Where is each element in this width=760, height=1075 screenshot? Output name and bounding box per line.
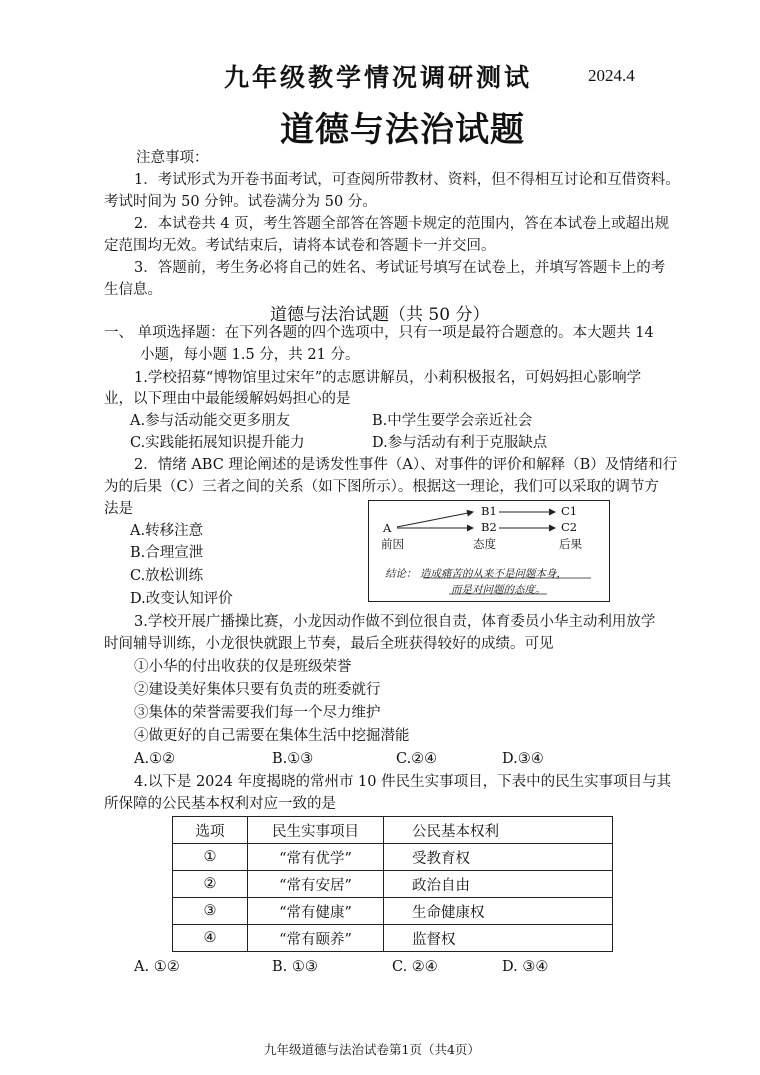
table-row <box>173 925 613 952</box>
q2-option-b: B.合理宣泄 <box>130 545 204 561</box>
q2-option-a: A.转移注意 <box>130 523 204 539</box>
q4-option-d: D. ③④ <box>502 959 549 975</box>
q3-stem-cont: 时间辅导训练，小龙很快就跟上节奏，最后全班获得较好的成绩。可见 <box>104 636 554 652</box>
table-cell: 政治自由 <box>384 871 613 898</box>
q3-stem: 3.学校开展广播操比赛，小龙因动作做不到位很自责，体育委员小华主动利用放学 <box>134 614 656 630</box>
q1-option-c: C.实践能拓展知识提升能力 <box>130 435 305 451</box>
exam-title: 九年级教学情况调研测试 <box>224 63 533 92</box>
q1-option-d: D.参与活动有利于克服缺点 <box>372 435 548 451</box>
livelihood-rights-table <box>172 816 613 952</box>
q3-option-b: B.①③ <box>272 751 314 767</box>
header-option: 选项 <box>173 817 248 844</box>
table-cell: “常有健康” <box>248 898 384 925</box>
table-cell: “常有颐养” <box>248 925 384 952</box>
q4-stem: 4.以下是 2024 年度揭晓的常州市 10 件民生实事项目，下表中的民生实事项目与其 <box>134 774 672 790</box>
q3-option-c: C.②④ <box>396 751 438 767</box>
table-cell: 生命健康权 <box>384 898 613 925</box>
exam-date: 2024.4 <box>588 66 635 85</box>
q3-statement-4: ④做更好的自己需要在集体生活中挖掘潜能 <box>134 728 410 744</box>
q1-option-b: B.中学生要学会亲近社会 <box>372 413 533 429</box>
node-b2: B2 <box>481 520 497 534</box>
q3-statement-3: ③集体的荣誉需要我们每一个尽力维护 <box>134 705 381 721</box>
table-row <box>173 871 613 898</box>
q2-stem-cont2: 法是 <box>104 501 133 517</box>
q2-stem: 2．情绪 ABC 理论阐述的是诱发性事件（A）、对事件的评价和解释（B）及情绪和行 <box>134 457 678 473</box>
q4-stem-cont: 所保障的公民基本权利对应一致的是 <box>104 796 336 812</box>
part1-instruction: 一、 单项选择题：在下列各题的四个选项中，只有一项是最符合题意的。本大题共 14 <box>104 325 654 341</box>
diagram-conclusion-cont: 而是对问题的态度。 <box>451 584 546 596</box>
q4-option-c: C. ②④ <box>392 959 438 975</box>
node-a: A <box>383 521 392 535</box>
q4-option-b: B. ①③ <box>272 959 318 975</box>
table-cell: ③ <box>173 898 248 925</box>
notice-item-2-cont: 定范围均无效。考试结束后，请将本试卷和答题卡一并交回。 <box>104 238 496 254</box>
label-attitude: 态度 <box>473 537 496 551</box>
notice-heading: 注意事项： <box>136 150 209 166</box>
arrow-a-b1 <box>397 512 473 527</box>
label-cause: 前因 <box>381 537 404 551</box>
q3-statement-2: ②建设美好集体只要有负责的班委就行 <box>134 682 381 698</box>
q1-option-a: A.参与活动能交更多朋友 <box>130 413 291 429</box>
table-cell: ② <box>173 871 248 898</box>
part1-instruction-cont: 小题，每小题 1.5 分，共 21 分。 <box>140 347 360 363</box>
header-project: 民生实事项目 <box>248 817 384 844</box>
q3-option-d: D.③④ <box>502 751 544 767</box>
table-cell: 受教育权 <box>384 844 613 871</box>
notice-item-1-cont: 考试时间为 50 分钟。试卷满分为 50 分。 <box>104 194 377 210</box>
section-title: 道德与法治试题（共 50 分） <box>270 305 490 325</box>
table-cell: “常有优学” <box>248 844 384 871</box>
diagram-conclusion: 结论： 造成痛苦的从来不是问题本身， <box>385 568 567 580</box>
table-cell: ④ <box>173 925 248 952</box>
table-cell: ① <box>173 844 248 871</box>
page-footer: 九年级道德与法治试卷第1页（共4页） <box>264 1042 480 1057</box>
table-header-row <box>173 817 613 844</box>
node-c2: C2 <box>561 520 578 534</box>
header-right: 公民基本权利 <box>384 817 613 844</box>
q1-stem: 1.学校招募“博物馆里过宋年”的志愿讲解员，小莉积极报名，可妈妈担心影响学 <box>134 370 642 386</box>
q2-stem-cont: 为的后果（C）三者之间的关系（如下图所示）。根据这一理论，我们可以采取的调节方 <box>104 479 659 495</box>
q2-option-c: C.放松训练 <box>130 568 204 584</box>
subject-title: 道德与法治试题 <box>280 110 525 150</box>
notice-item-2: 2．本试卷共 4 页，考生答题全部答在答题卡规定的范围内，答在本试卷上或超出规 <box>134 216 670 232</box>
table-row <box>173 844 613 871</box>
q4-option-a: A. ①② <box>134 959 180 975</box>
q3-statement-1: ①小华的付出收获的仅是班级荣誉 <box>134 659 352 675</box>
abc-theory-diagram <box>368 500 610 602</box>
label-result: 后果 <box>559 537 582 551</box>
notice-item-3: 3．答题前，考生务必将自己的姓名、考试证号填写在试卷上，并填写答题卡上的考 <box>134 260 666 276</box>
table-row <box>173 898 613 925</box>
q1-stem-cont: 业，以下理由中最能缓解妈妈担心的是 <box>104 391 351 407</box>
node-c1: C1 <box>561 504 578 518</box>
q3-option-a: A.①② <box>134 751 176 767</box>
node-b1: B1 <box>481 504 497 518</box>
table-cell: “常有安居” <box>248 871 384 898</box>
q2-option-d: D.改变认知评价 <box>130 591 233 607</box>
notice-item-1: 1．考试形式为开卷书面考试，可查阅所带教材、资料，但不得相互讨论和互借资料。 <box>134 172 680 188</box>
notice-item-3-cont: 生信息。 <box>104 282 162 298</box>
table-cell: 监督权 <box>384 925 613 952</box>
